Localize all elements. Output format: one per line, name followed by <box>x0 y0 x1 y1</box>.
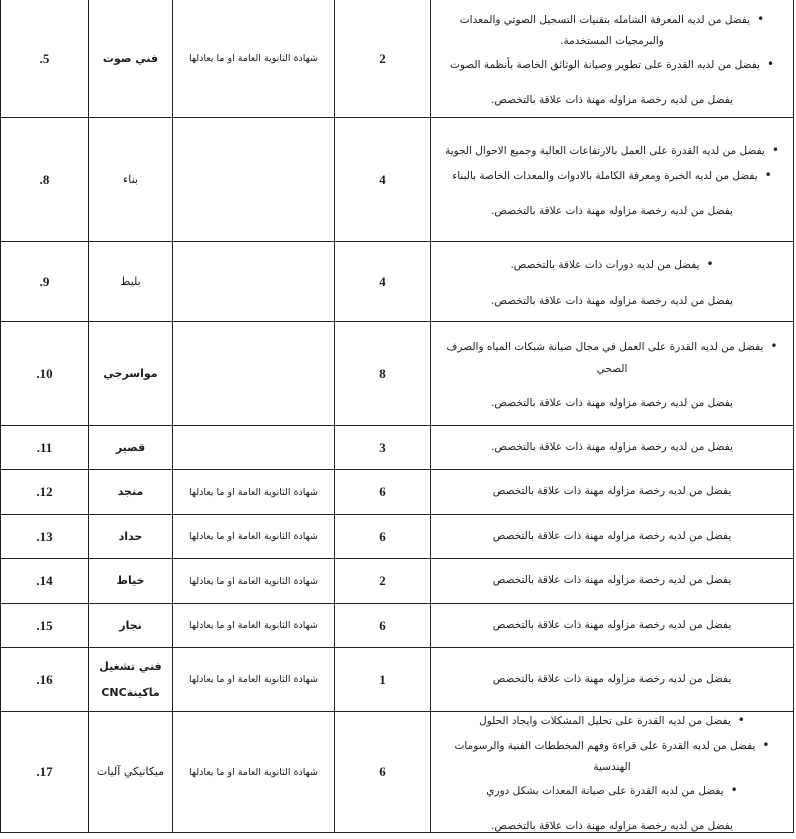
count-cell <box>335 712 431 832</box>
job-title-cell <box>89 426 173 469</box>
bullet-icon: • <box>706 257 714 272</box>
qualification-cell <box>173 648 335 711</box>
qualification-cell <box>173 470 335 514</box>
license-note: يفضل من لديه رخصة مزاوله مهنة ذات علاقة بالتخصص <box>492 574 732 587</box>
job-title-cell <box>89 515 173 558</box>
row-number-cell <box>0 648 89 711</box>
count-cell <box>335 559 431 603</box>
license-note: يفضل من لديه رخصة مزاوله مهنة ذات علاقة بالتخصص <box>492 485 732 498</box>
job-title-cell <box>89 242 173 321</box>
job-title-line: بليط <box>120 274 141 288</box>
qualification: شهادة الثانوية العامة او ما يعادلها <box>188 486 319 498</box>
job-title-line: فني صوت <box>102 51 159 65</box>
qualification: شهادة الثانوية العامة او ما يعادلها <box>188 766 319 778</box>
row-number-cell <box>0 470 89 514</box>
qualification-cell <box>173 559 335 603</box>
job-title-cell <box>89 648 173 711</box>
qualification-cell <box>173 0 335 117</box>
requirements-cell <box>431 242 794 321</box>
bullet-list <box>440 334 784 380</box>
table-row <box>0 604 794 648</box>
bullet-icon: • <box>771 143 779 158</box>
row-number: .9 <box>39 273 50 289</box>
requirements-cell <box>431 559 794 603</box>
requirements-cell <box>431 470 794 514</box>
bullet-list <box>440 712 784 803</box>
count: 2 <box>379 573 386 588</box>
row-number-cell <box>0 604 89 647</box>
job-title-line: فني تشغيل <box>99 660 162 674</box>
bullet-list <box>440 7 784 77</box>
job-title-line: ميكانيكي آليات <box>96 765 165 779</box>
job-title-line: قصير <box>115 440 146 454</box>
count-cell <box>335 118 431 241</box>
requirements-cell <box>431 604 794 647</box>
row-number-cell <box>0 0 89 117</box>
count: 4 <box>379 273 386 289</box>
row-number: .10 <box>36 365 53 381</box>
bullet-icon: • <box>764 167 772 182</box>
table-row <box>0 470 794 515</box>
count-cell <box>335 470 431 514</box>
license-note: يفضل من لديه رخصة مزاوله مهنة ذات علاقة بالتخصص. <box>491 94 733 107</box>
license-note: يفضل من لديه رخصة مزاوله مهنة ذات علاقة بالتخصص. <box>491 204 733 217</box>
count-cell <box>335 648 431 711</box>
qualification: شهادة الثانوية العامة او ما يعادلها <box>188 53 319 64</box>
row-number: .12 <box>36 484 53 499</box>
row-number-cell <box>0 426 89 469</box>
job-title-line: حداد <box>118 529 143 543</box>
job-title-cell <box>89 322 173 425</box>
count: 1 <box>379 671 386 687</box>
requirement-bullet: •يفضل من لديه المعرفة الشامله بتقنيات التسجيل الصوتي والمعدات والبرمجيات المستخدمة. <box>459 11 765 48</box>
job-title-line: مواسرجي <box>103 366 158 380</box>
row-number: .14 <box>36 573 53 588</box>
row-number-cell <box>0 712 89 832</box>
job-title-line: ماكينةCNC <box>101 685 160 699</box>
row-number: .16 <box>36 671 53 687</box>
job-title-line: نجار <box>119 618 142 632</box>
job-title-cell <box>89 470 173 514</box>
requirements-cell <box>431 0 794 117</box>
count: 3 <box>379 439 386 455</box>
qualification-cell <box>173 604 335 647</box>
count: 6 <box>379 484 386 499</box>
bullet-icon: • <box>766 56 775 71</box>
count: 6 <box>379 764 386 779</box>
qualification: شهادة الثانوية العامة او ما يعادلها <box>188 620 319 631</box>
requirement-bullet: •يفضل من لديه القدرة على العمل بالارتفاعات العالية وجميع الاحوال الجوية <box>445 143 779 158</box>
license-note: يفضل من لديه رخصة مزاوله مهنة ذات علاقة بالتخصص. <box>491 294 733 307</box>
bullet-icon: • <box>730 782 738 797</box>
job-title-line: خياط <box>116 574 145 588</box>
requirements-cell <box>431 118 794 241</box>
row-number: .5 <box>39 50 50 66</box>
requirements-cell <box>431 515 794 558</box>
bullet-list <box>440 138 784 188</box>
bullet-icon: • <box>737 713 745 728</box>
row-number: .15 <box>36 617 53 633</box>
qualification: شهادة الثانوية العامة او ما يعادلها <box>188 575 319 587</box>
license-note: يفضل من لديه رخصة مزاوله مهنة ذات علاقة بالتخصص <box>492 618 732 631</box>
license-note: يفضل من لديه رخصة مزاوله مهنة ذات علاقة بالتخصص <box>492 529 732 542</box>
job-title-cell <box>89 604 173 647</box>
requirement-bullet: •يفضل من لديه الخبرة ومعرفة الكاملة بالادوات والمعدات الخاصة بالبناء <box>452 167 772 182</box>
row-number: .8 <box>39 171 50 187</box>
qualification-cell <box>173 712 335 832</box>
count-cell <box>335 242 431 321</box>
table-row <box>0 118 794 242</box>
count-cell <box>335 426 431 469</box>
row-number: .17 <box>36 764 53 779</box>
job-title-line: بناء <box>123 172 138 186</box>
table-row <box>0 0 794 118</box>
bullet-icon: • <box>762 737 770 752</box>
count: 8 <box>379 365 386 381</box>
count: 6 <box>379 528 386 544</box>
table-row <box>0 426 794 470</box>
row-number: .13 <box>36 528 53 544</box>
qualification-cell <box>173 242 335 321</box>
qualification-cell <box>173 515 335 558</box>
row-number-cell <box>0 322 89 425</box>
requirement-bullet: •يفضل من لديه القدرة على تحليل المشكلات وايجاد الحلول <box>479 713 745 728</box>
requirement-bullet: •يفضل من لديه القدرة على تطوير وصيانة الوثائق الخاصة بأنظمة الصوت <box>449 56 775 71</box>
job-title-cell <box>89 559 173 603</box>
count-cell <box>335 0 431 117</box>
requirements-cell <box>431 322 794 425</box>
count: 6 <box>379 617 386 633</box>
job-title-cell <box>89 0 173 117</box>
count: 2 <box>379 50 386 66</box>
row-number-cell <box>0 559 89 603</box>
requirement-bullet: •يفضل من لديه القدرة على قراءة وفهم المخططات الفنية والرسومات الهندسية <box>454 737 770 774</box>
job-title-line: منجد <box>117 485 144 499</box>
table-row <box>0 648 794 712</box>
qualification: شهادة الثانوية العامة او ما يعادلها <box>188 674 319 685</box>
bullet-list <box>440 252 784 277</box>
requirements-cell <box>431 426 794 469</box>
count: 4 <box>379 171 386 187</box>
row-number-cell <box>0 515 89 558</box>
count-cell <box>335 604 431 647</box>
bullet-icon: • <box>770 339 778 354</box>
table-row <box>0 515 794 559</box>
job-title-cell <box>89 118 173 241</box>
count-cell <box>335 322 431 425</box>
table-row <box>0 712 794 833</box>
row-number-cell <box>0 118 89 241</box>
bullet-icon: • <box>757 11 765 26</box>
qualification-cell <box>173 322 335 425</box>
row-number-cell <box>0 242 89 321</box>
table-row <box>0 322 794 426</box>
requirement-bullet: •يفضل من لديه القدرة على العمل في مجال صيانة شبكات المياه والصرف الصحي <box>446 339 778 375</box>
requirement-bullet: •يفضل من لديه القدرة على صيانة المعدات بشكل دوري <box>486 782 738 797</box>
license-note: يفضل من لديه رخصة مزاوله مهنة ذات علاقة بالتخصص. <box>491 397 733 409</box>
table-row <box>0 242 794 322</box>
table-row <box>0 559 794 604</box>
requirements-cell <box>431 712 794 832</box>
qualification: شهادة الثانوية العامة او ما يعادلها <box>188 531 319 542</box>
count-cell <box>335 515 431 558</box>
requirement-bullet: •يفضل من لديه دورات ذات علاقة بالتخصص. <box>510 257 714 272</box>
license-note: يفضل من لديه رخصة مزاوله مهنة ذات علاقة بالتخصص. <box>491 440 733 453</box>
license-note: يفضل من لديه رخصة مزاوله مهنة ذات علاقة بالتخصص <box>492 672 732 685</box>
license-note: يفضل من لديه رخصة مزاوله مهنة ذات علاقة بالتخصص. <box>491 819 733 832</box>
job-title-cell <box>89 712 173 832</box>
row-number: .11 <box>36 439 53 455</box>
requirements-cell <box>431 648 794 711</box>
qualification-cell <box>173 426 335 469</box>
qualification-cell <box>173 118 335 241</box>
